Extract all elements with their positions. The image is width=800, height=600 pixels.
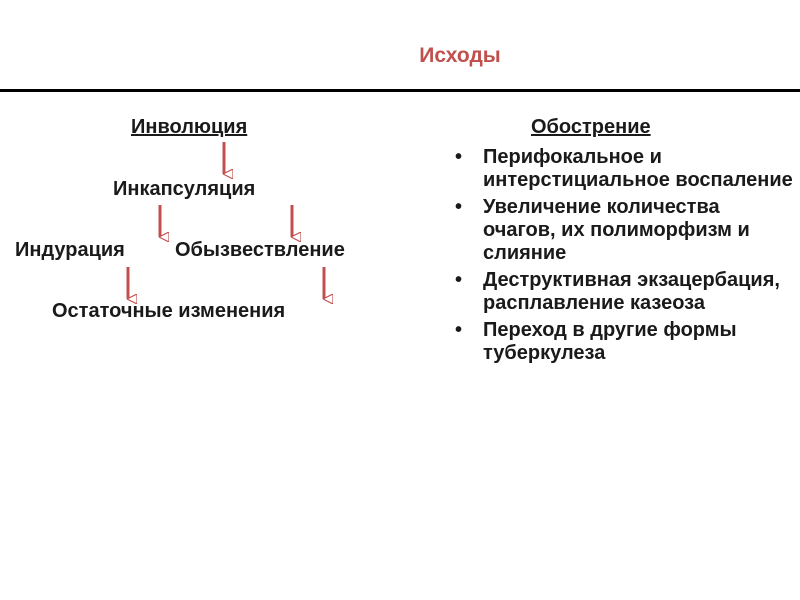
list-item-text: Увеличение количества очагов, их полиморфизм и слияние: [483, 196, 750, 264]
list-item: [453, 269, 793, 315]
list-item-text: Переход в другие формы туберкулеза: [483, 319, 737, 364]
list-item-text: Перифокальное и интерстициальное воспаление: [483, 146, 793, 191]
node-involution: Инволюция: [131, 116, 248, 138]
node-calcification: Обызвествление: [175, 239, 345, 261]
list-item: [453, 319, 793, 365]
bullet-icon: •: [455, 146, 463, 168]
list-item-text: Деструктивная экзацербация, расплавление казеоза: [483, 269, 780, 314]
slide-title: Исходы: [419, 44, 501, 67]
exacerbation-list: [453, 146, 793, 369]
list-item: [453, 196, 793, 265]
node-encapsulation: Инкапсуляция: [113, 178, 256, 200]
list-item: [453, 146, 793, 192]
node-induration: Индурация: [15, 239, 125, 261]
bullet-icon: •: [455, 269, 463, 291]
bullet-icon: •: [455, 319, 463, 341]
node-residual-changes: Остаточные изменения: [52, 300, 286, 322]
exacerbation-heading: Обострение: [531, 116, 651, 138]
bullet-icon: •: [455, 196, 463, 218]
